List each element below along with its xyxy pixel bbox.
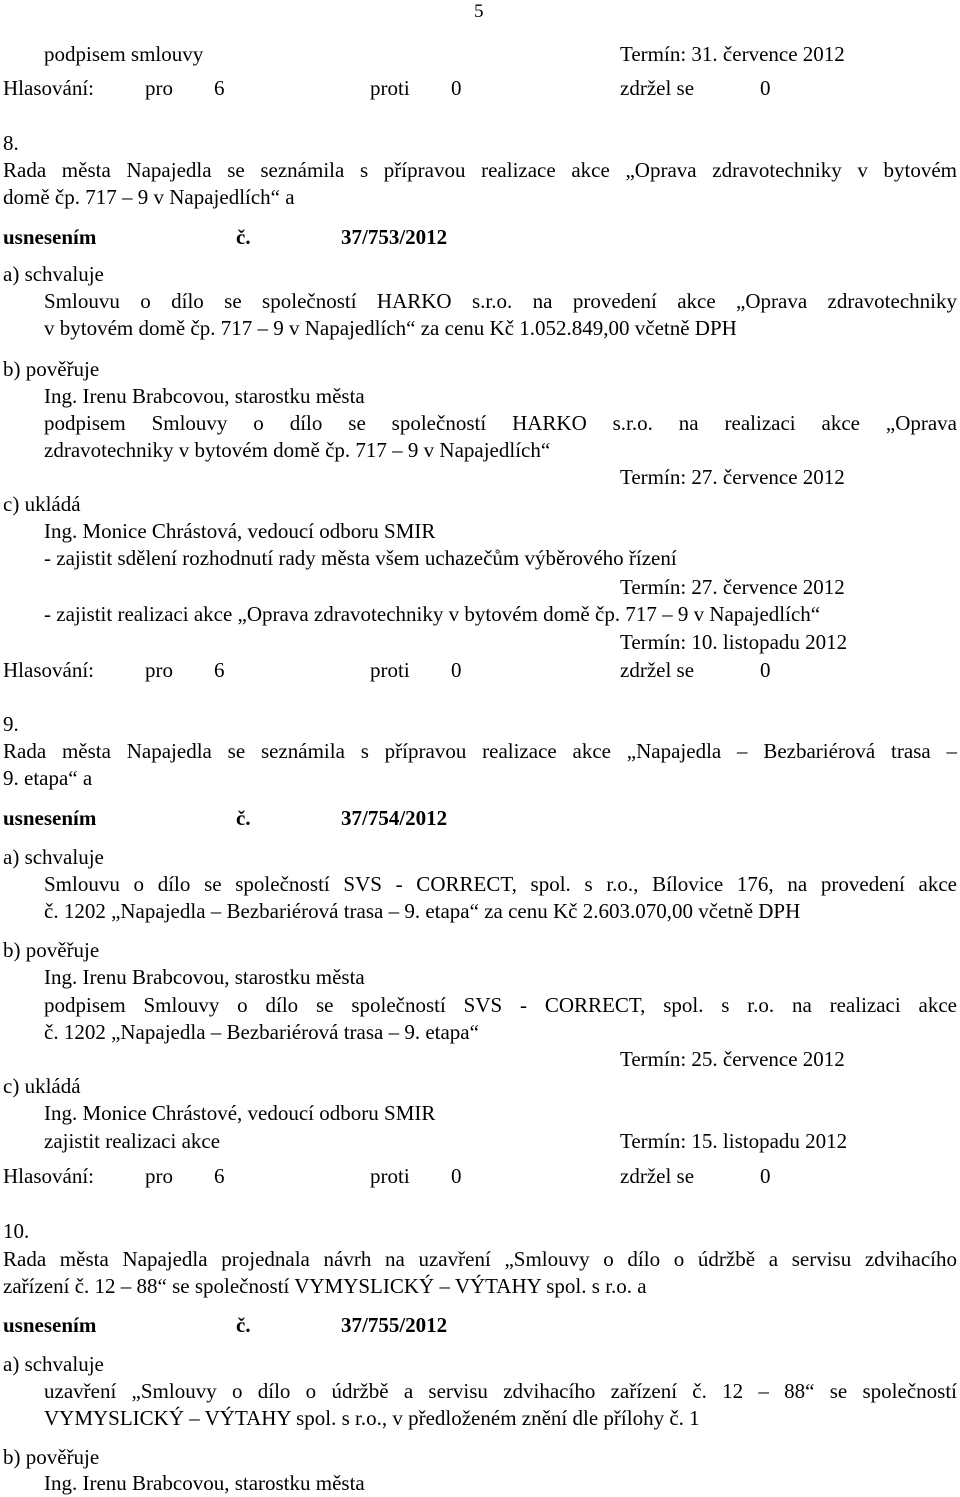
vote-label: Hlasování: <box>3 658 94 682</box>
item9-number: 9. <box>3 712 19 736</box>
vote-label: Hlasování: <box>3 76 94 100</box>
item9-intro-1: Rada města Napajedla se seznámila s přípravou realizace akce „Napajedla – Bezbariérová trasa – <box>3 739 957 763</box>
item8-b-2: podpisem Smlouvy o dílo se společností HARKO s.r.o. na realizaci akce „Oprava <box>44 411 957 435</box>
item8-c-2: - zajistit sdělení rozhodnutí rady města všem uchazečům výběrového řízení <box>44 546 677 570</box>
vote-proti-count: 0 <box>451 658 462 682</box>
vote-pro-count: 6 <box>214 658 225 682</box>
vote-proti: proti <box>370 1164 410 1188</box>
item10-a-head: a) schvaluje <box>3 1352 104 1376</box>
page-number: 5 <box>474 1 484 22</box>
item9-b-2: podpisem Smlouvy o dílo se společností SVS - CORRECT, spol. s r.o. na realizaci akce <box>44 993 957 1017</box>
vote-row-3 <box>0 1163 960 1190</box>
item8-b-1: Ing. Irenu Brabcovou, starostku města <box>44 384 365 408</box>
item9-c-head: c) ukládá <box>3 1074 81 1098</box>
vote-proti: proti <box>370 76 410 100</box>
item10-usneseni <box>0 1312 960 1339</box>
item10-intro-2: zařízení č. 12 – 88“ se společností VYMYSLICKÝ – VÝTAHY spol. s r.o. a <box>3 1274 647 1298</box>
usneseni-label: usnesením <box>3 806 97 830</box>
vote-zdrzel-count: 0 <box>760 1164 771 1188</box>
item10-number: 10. <box>3 1219 30 1243</box>
vote-pro-count: 6 <box>214 76 225 100</box>
item9-intro-2: 9. etapa“ a <box>3 766 93 790</box>
usneseni-label: usnesením <box>3 1313 97 1337</box>
item8-a-2: v bytovém domě čp. 717 – 9 v Napajedlích“ za cenu Kč 1.052.849,00 včetně DPH <box>44 316 737 340</box>
vote-pro: pro <box>145 658 173 682</box>
usneseni-number: 37/754/2012 <box>341 806 448 830</box>
vote-pro: pro <box>145 1164 173 1188</box>
item8-b-head: b) pověřuje <box>3 357 100 381</box>
item8-usneseni <box>0 224 960 251</box>
item9-a-2: č. 1202 „Napajedla – Bezbariérová trasa – 9. etapa“ za cenu Kč 2.603.070,00 včetně DPH <box>44 899 801 923</box>
vote-row-1 <box>0 75 960 102</box>
item9-a-1: Smlouvu o dílo se společností SVS - CORRECT, spol. s r.o., Bílovice 176, na provedení akce <box>44 872 957 896</box>
vote-row-2 <box>0 657 960 684</box>
item10-a-2: VYMYSLICKÝ – VÝTAHY spol. s r.o., v předloženém znění dle přílohy č. 1 <box>44 1406 700 1430</box>
item9-a-head: a) schvaluje <box>3 845 104 869</box>
item10-intro-1: Rada města Napajedla projednala návrh na uzavření „Smlouvy o dílo o údržbě a servisu zdvihacího <box>3 1247 957 1271</box>
vote-zdrzel: zdržel se <box>620 658 695 682</box>
vote-label: Hlasování: <box>3 1164 94 1188</box>
item9-b-termin: Termín: 25. července 2012 <box>620 1047 845 1071</box>
vote-zdrzel-count: 0 <box>760 658 771 682</box>
item9-b-3: č. 1202 „Napajedla – Bezbariérová trasa – 9. etapa“ <box>44 1020 479 1044</box>
item8-intro-2: domě čp. 717 – 9 v Napajedlích“ a <box>3 185 295 209</box>
item9-c-1: Ing. Monice Chrástové, vedoucí odboru SMIR <box>44 1101 436 1125</box>
item8-c-3: - zajistit realizaci akce „Oprava zdravotechniky v bytovém domě čp. 717 – 9 v Napajedlích“ <box>44 602 821 626</box>
vote-zdrzel: zdržel se <box>620 76 695 100</box>
vote-zdrzel-count: 0 <box>760 76 771 100</box>
vote-zdrzel: zdržel se <box>620 1164 695 1188</box>
item8-c-1: Ing. Monice Chrástová, vedoucí odboru SMIR <box>44 519 436 543</box>
vote-proti: proti <box>370 658 410 682</box>
top-termin: Termín: 31. července 2012 <box>620 42 845 66</box>
usneseni-c: č. <box>236 225 251 249</box>
item9-b-1: Ing. Irenu Brabcovou, starostku města <box>44 965 365 989</box>
item9-usneseni <box>0 805 960 832</box>
item8-a-1: Smlouvu o dílo se společností HARKO s.r.o. na provedení akce „Oprava zdravotechniky <box>44 289 957 313</box>
usneseni-number: 37/755/2012 <box>341 1313 448 1337</box>
item8-b-3: zdravotechniky v bytovém domě čp. 717 – 9 v Napajedlích“ <box>44 438 551 462</box>
usneseni-c: č. <box>236 1313 251 1337</box>
item8-c-head: c) ukládá <box>3 492 81 516</box>
item8-c-2-termin: Termín: 27. července 2012 <box>620 575 845 599</box>
item10-b-head: b) pověřuje <box>3 1445 100 1469</box>
item9-b-head: b) pověřuje <box>3 938 100 962</box>
item9-c-2-termin: Termín: 15. listopadu 2012 <box>620 1129 848 1153</box>
item8-a-head: a) schvaluje <box>3 262 104 286</box>
item8-intro-1: Rada města Napajedla se seznámila s přípravou realizace akce „Oprava zdravotechniky v bytovém <box>3 158 957 182</box>
item8-c-3-termin: Termín: 10. listopadu 2012 <box>620 630 848 654</box>
item10-a-1: uzavření „Smlouvy o dílo o údržbě a servisu zdvihacího zařízení č. 12 – 88“ se společností <box>44 1379 957 1403</box>
top-line: podpisem smlouvy <box>44 42 204 66</box>
usneseni-number: 37/753/2012 <box>341 225 448 249</box>
vote-proti-count: 0 <box>451 1164 462 1188</box>
vote-pro-count: 6 <box>214 1164 225 1188</box>
vote-pro: pro <box>145 76 173 100</box>
item10-b-1: Ing. Irenu Brabcovou, starostku města <box>44 1471 365 1495</box>
item8-number: 8. <box>3 131 19 155</box>
usneseni-label: usnesením <box>3 225 97 249</box>
usneseni-c: č. <box>236 806 251 830</box>
item9-c-2: zajistit realizaci akce <box>44 1129 221 1153</box>
item8-b-termin: Termín: 27. července 2012 <box>620 465 845 489</box>
vote-proti-count: 0 <box>451 76 462 100</box>
